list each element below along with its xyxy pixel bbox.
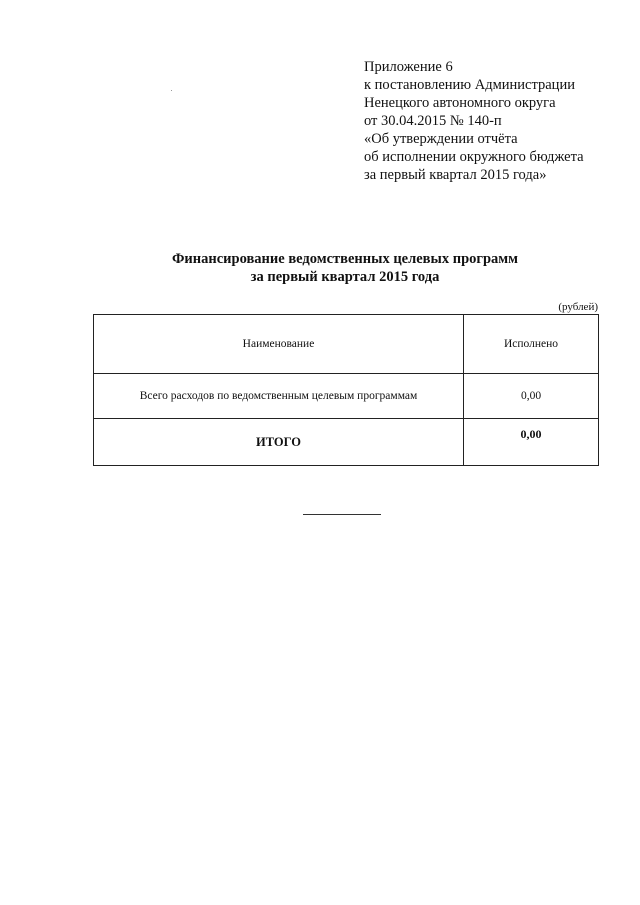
appendix-line: Ненецкого автономного округа <box>364 95 556 111</box>
row-name-cell: Всего расходов по ведомственным целевым программам <box>94 374 464 419</box>
table-header-row <box>94 315 599 374</box>
appendix-line: к постановлению Администрации <box>364 77 575 93</box>
table-total-row <box>94 419 599 466</box>
table-row <box>94 374 599 419</box>
total-value-cell: 0,00 <box>464 419 599 466</box>
appendix-line: за первый квартал 2015 года» <box>364 167 547 183</box>
unit-note: (рублей) <box>558 301 598 313</box>
row-value-cell: 0,00 <box>464 374 599 419</box>
appendix-line: Приложение 6 <box>364 59 453 75</box>
appendix-block <box>364 58 624 184</box>
total-name-cell: ИТОГО <box>94 419 464 466</box>
report-table <box>93 314 599 466</box>
end-divider-line <box>303 514 381 515</box>
document-title <box>60 250 630 286</box>
appendix-line: об исполнении окружного бюджета <box>364 149 584 165</box>
document-title-line-2: за первый квартал 2015 года <box>250 269 440 285</box>
scan-speck <box>171 90 172 91</box>
header-value-cell: Исполнено <box>464 315 599 374</box>
appendix-line: от 30.04.2015 № 140-п <box>364 113 502 129</box>
document-title-line-1: Финансирование ведомственных целевых программ <box>171 251 519 267</box>
header-name-cell: Наименование <box>94 315 464 374</box>
appendix-line: «Об утверждении отчёта <box>364 131 518 147</box>
